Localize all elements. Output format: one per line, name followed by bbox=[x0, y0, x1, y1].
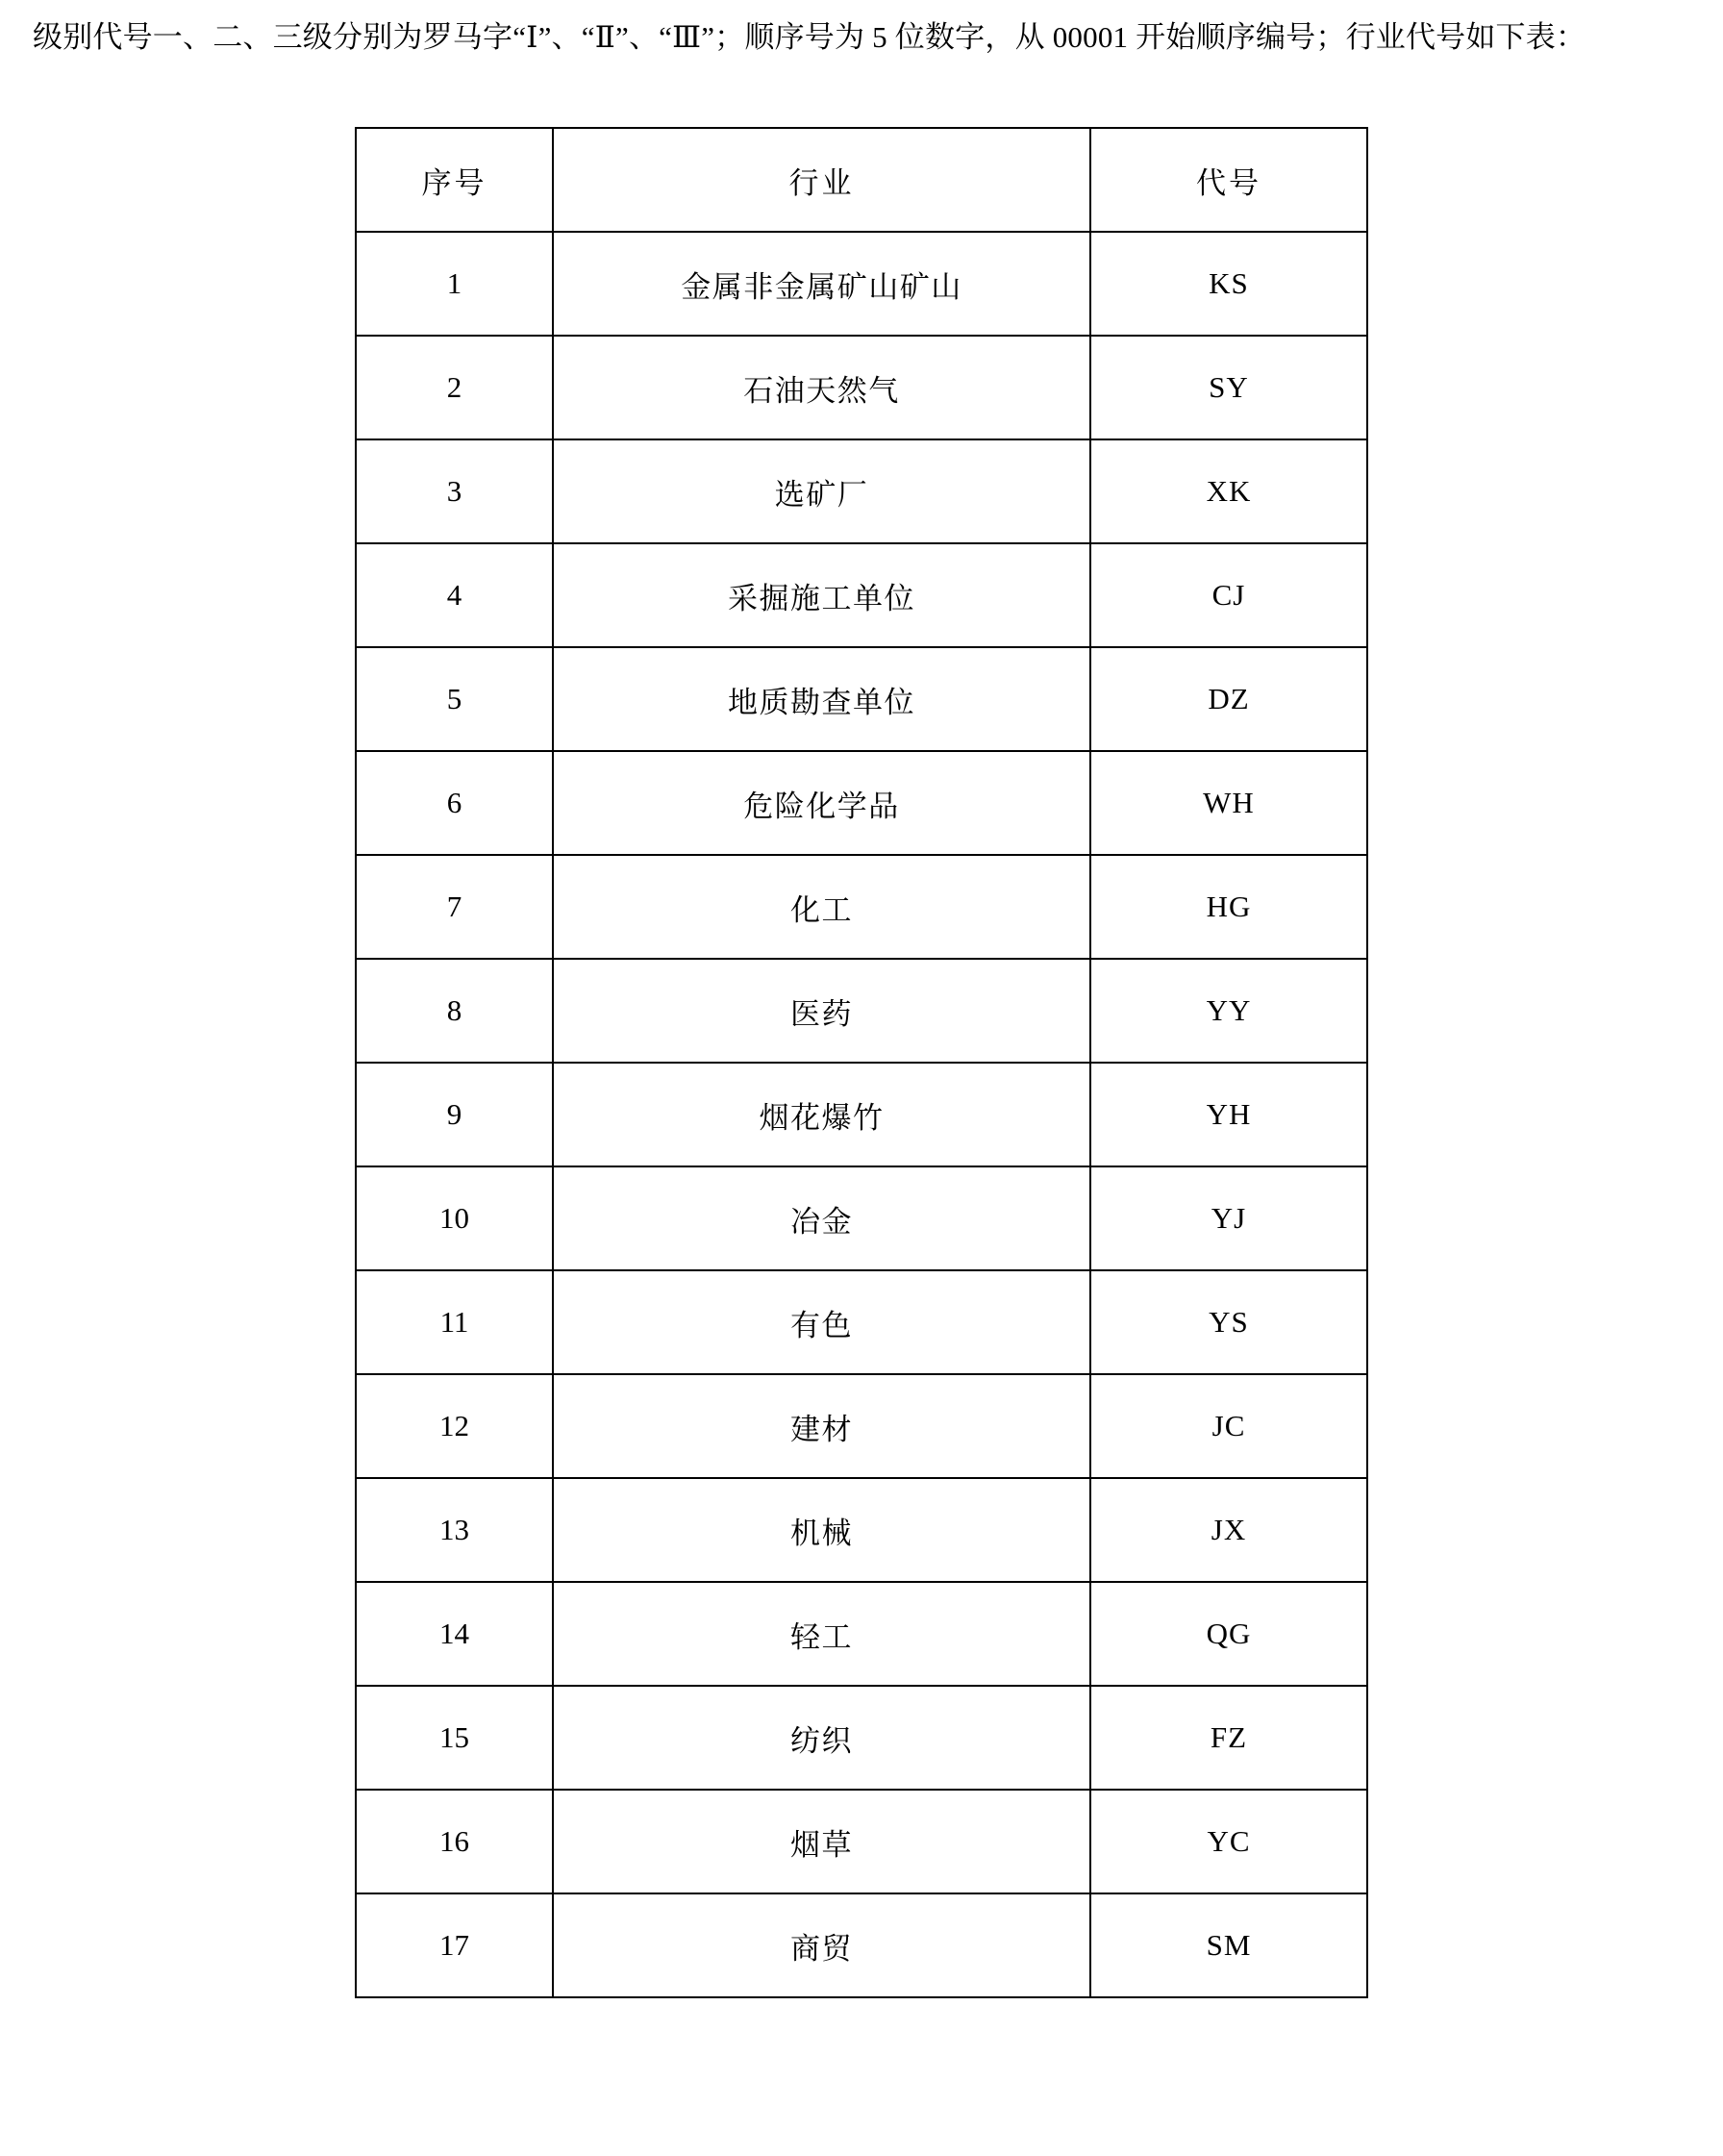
intro-paragraph-block bbox=[33, 13, 1690, 62]
cell-industry: 轻工 bbox=[553, 1582, 1090, 1686]
cell-seq: 13 bbox=[356, 1478, 553, 1582]
table-row bbox=[356, 647, 1367, 751]
cell-seq: 6 bbox=[356, 751, 553, 855]
cell-industry: 石油天然气 bbox=[553, 336, 1090, 439]
cell-code: XK bbox=[1090, 439, 1367, 543]
cell-industry: 有色 bbox=[553, 1270, 1090, 1374]
cell-seq: 8 bbox=[356, 959, 553, 1063]
cell-code: YC bbox=[1090, 1790, 1367, 1893]
cell-code: QG bbox=[1090, 1582, 1367, 1686]
table-header bbox=[356, 128, 1367, 232]
cell-code: WH bbox=[1090, 751, 1367, 855]
table-body bbox=[356, 232, 1367, 1997]
table-row bbox=[356, 1166, 1367, 1270]
cell-seq: 11 bbox=[356, 1270, 553, 1374]
cell-code: CJ bbox=[1090, 543, 1367, 647]
cell-code: JC bbox=[1090, 1374, 1367, 1478]
table-header-seq: 序号 bbox=[356, 128, 553, 232]
table-row bbox=[356, 336, 1367, 439]
cell-industry: 建材 bbox=[553, 1374, 1090, 1478]
intro-paragraph: 级别代号一、二、三级分别为罗马字“Ⅰ”、“Ⅱ”、“Ⅲ”；顺序号为 5 位数字，从 00001 开始顺序编号；行业代号如下表： bbox=[33, 20, 1586, 54]
cell-seq: 3 bbox=[356, 439, 553, 543]
cell-industry: 采掘施工单位 bbox=[553, 543, 1090, 647]
industry-code-table-wrapper bbox=[33, 127, 1690, 1998]
cell-code: SY bbox=[1090, 336, 1367, 439]
cell-industry: 金属非金属矿山矿山 bbox=[553, 232, 1090, 336]
cell-seq: 4 bbox=[356, 543, 553, 647]
table-row bbox=[356, 1582, 1367, 1686]
cell-code: SM bbox=[1090, 1893, 1367, 1997]
cell-code: JX bbox=[1090, 1478, 1367, 1582]
cell-code: YH bbox=[1090, 1063, 1367, 1166]
cell-seq: 16 bbox=[356, 1790, 553, 1893]
table-row bbox=[356, 1686, 1367, 1790]
cell-code: YJ bbox=[1090, 1166, 1367, 1270]
cell-code: FZ bbox=[1090, 1686, 1367, 1790]
table-row bbox=[356, 1270, 1367, 1374]
cell-industry: 商贸 bbox=[553, 1893, 1090, 1997]
table-header-industry: 行业 bbox=[553, 128, 1090, 232]
cell-code: YS bbox=[1090, 1270, 1367, 1374]
cell-seq: 12 bbox=[356, 1374, 553, 1478]
cell-seq: 2 bbox=[356, 336, 553, 439]
table-row bbox=[356, 1478, 1367, 1582]
cell-code: YY bbox=[1090, 959, 1367, 1063]
table-row bbox=[356, 543, 1367, 647]
cell-industry: 烟草 bbox=[553, 1790, 1090, 1893]
cell-seq: 9 bbox=[356, 1063, 553, 1166]
cell-code: DZ bbox=[1090, 647, 1367, 751]
cell-code: HG bbox=[1090, 855, 1367, 959]
table-row bbox=[356, 1893, 1367, 1997]
cell-seq: 7 bbox=[356, 855, 553, 959]
cell-industry: 地质勘查单位 bbox=[553, 647, 1090, 751]
cell-seq: 1 bbox=[356, 232, 553, 336]
cell-industry: 医药 bbox=[553, 959, 1090, 1063]
table-row bbox=[356, 855, 1367, 959]
cell-seq: 17 bbox=[356, 1893, 553, 1997]
table-row bbox=[356, 1790, 1367, 1893]
cell-seq: 14 bbox=[356, 1582, 553, 1686]
table-header-code: 代号 bbox=[1090, 128, 1367, 232]
cell-industry: 机械 bbox=[553, 1478, 1090, 1582]
table-row bbox=[356, 1374, 1367, 1478]
table-row bbox=[356, 1063, 1367, 1166]
cell-seq: 10 bbox=[356, 1166, 553, 1270]
cell-industry: 化工 bbox=[553, 855, 1090, 959]
cell-code: KS bbox=[1090, 232, 1367, 336]
cell-industry: 选矿厂 bbox=[553, 439, 1090, 543]
table-row bbox=[356, 232, 1367, 336]
cell-industry: 烟花爆竹 bbox=[553, 1063, 1090, 1166]
table-row bbox=[356, 439, 1367, 543]
cell-seq: 5 bbox=[356, 647, 553, 751]
cell-industry: 冶金 bbox=[553, 1166, 1090, 1270]
table-row bbox=[356, 959, 1367, 1063]
cell-seq: 15 bbox=[356, 1686, 553, 1790]
table-row bbox=[356, 751, 1367, 855]
cell-industry: 纺织 bbox=[553, 1686, 1090, 1790]
cell-industry: 危险化学品 bbox=[553, 751, 1090, 855]
table-header-row bbox=[356, 128, 1367, 232]
industry-code-table bbox=[355, 127, 1368, 1998]
